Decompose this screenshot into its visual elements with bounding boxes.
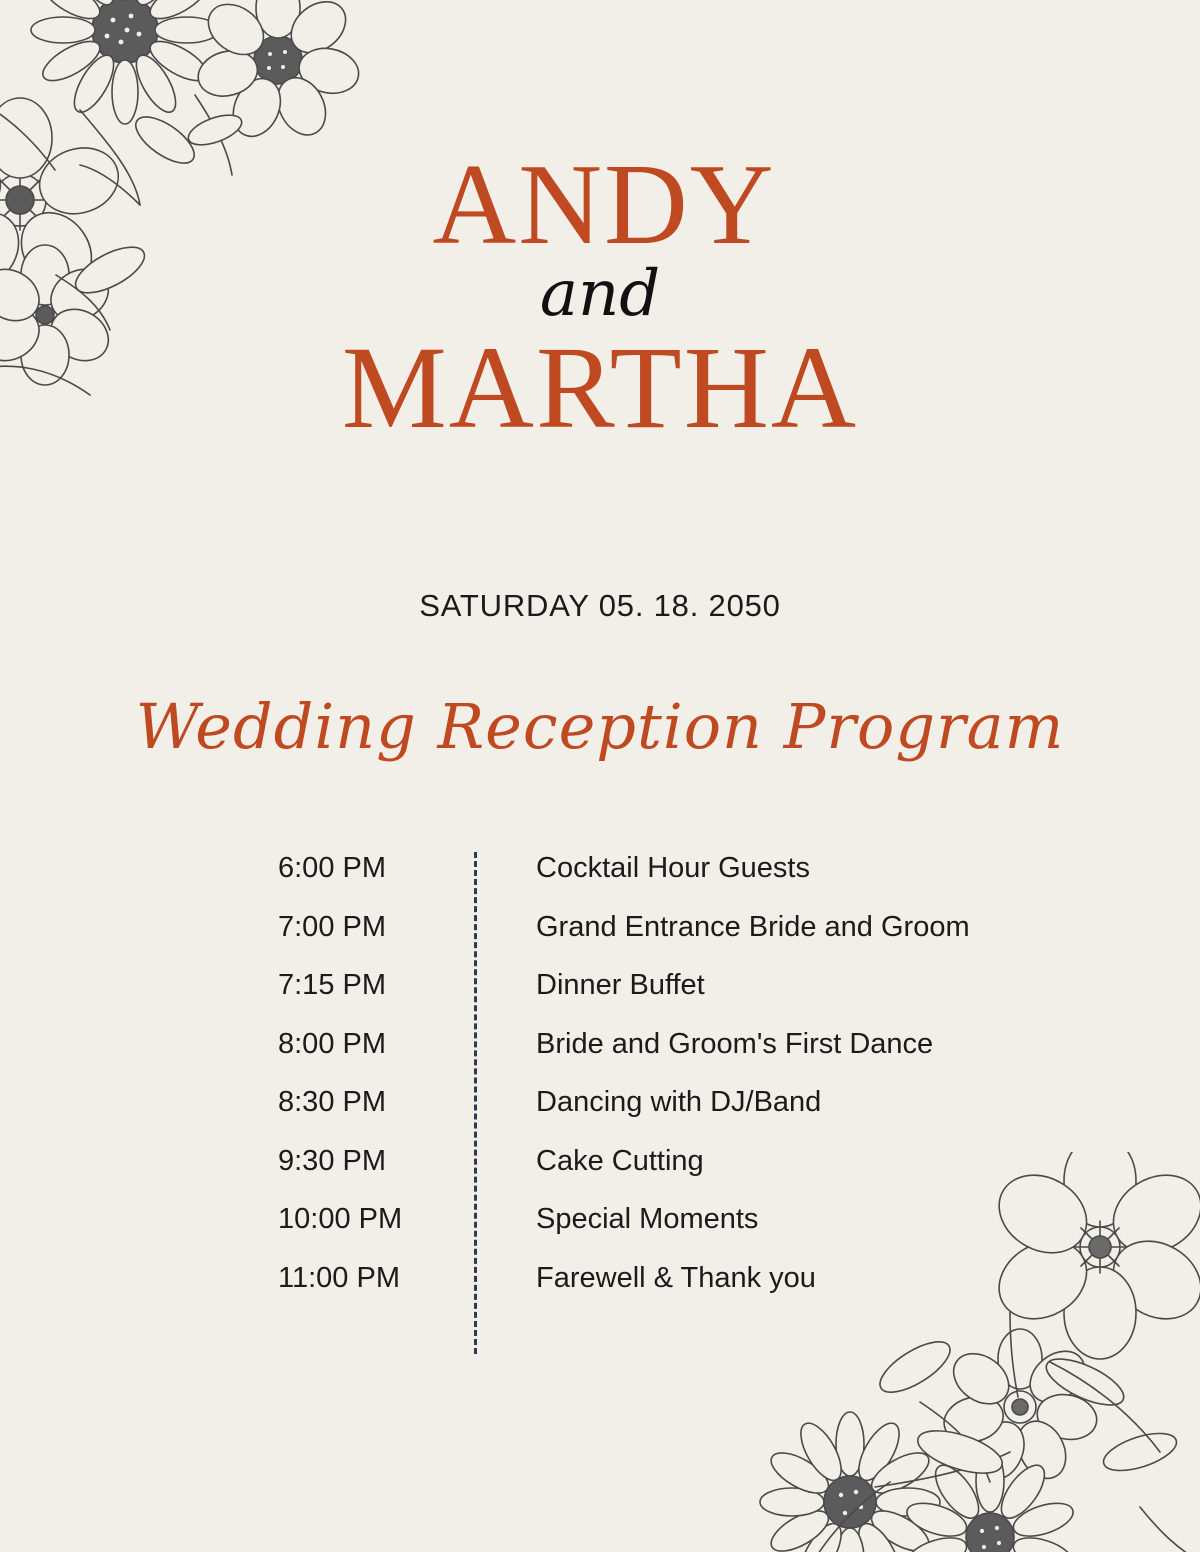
program-schedule [278,852,1018,1320]
couple-names [0,141,1200,454]
schedule-row [278,1086,1018,1145]
schedule-row [278,911,1018,970]
schedule-time: 9:30 PM [278,1144,386,1177]
wedding-date: SATURDAY 05. 18. 2050 [419,588,781,623]
program-title: Wedding Reception Program [135,690,1065,763]
schedule-row [278,852,1018,911]
schedule-event: Farewell & Thank you [536,1261,816,1294]
schedule-event: Cake Cutting [536,1144,704,1177]
bride-groom-name-second: MARTHA [341,322,859,454]
schedule-row [278,1203,1018,1262]
schedule-time: 11:00 PM [278,1261,400,1294]
schedule-time: 10:00 PM [278,1203,403,1235]
schedule-event: Bride and Groom's First Dance [536,1027,934,1060]
schedule-event: Dancing with DJ/Band [536,1086,822,1118]
schedule-event: Dinner Buffet [536,969,705,1001]
schedule-event: Special Moments [536,1203,759,1235]
names-conjunction: and [539,257,661,332]
schedule-time: 7:15 PM [278,969,386,1001]
bride-groom-name-first: ANDY [432,141,776,269]
schedule-time: 7:00 PM [278,910,386,943]
schedule-event: Grand Entrance Bride and Groom [536,910,970,943]
schedule-time: 8:00 PM [278,1027,386,1060]
schedule-event: Cocktail Hour Guests [536,852,810,884]
schedule-divider [474,852,477,1354]
schedule-row [278,1262,1018,1321]
schedule-row [278,1028,1018,1087]
schedule-time: 8:30 PM [278,1086,386,1118]
schedule-row [278,969,1018,1028]
schedule-time: 6:00 PM [278,852,386,884]
schedule-row [278,1145,1018,1204]
